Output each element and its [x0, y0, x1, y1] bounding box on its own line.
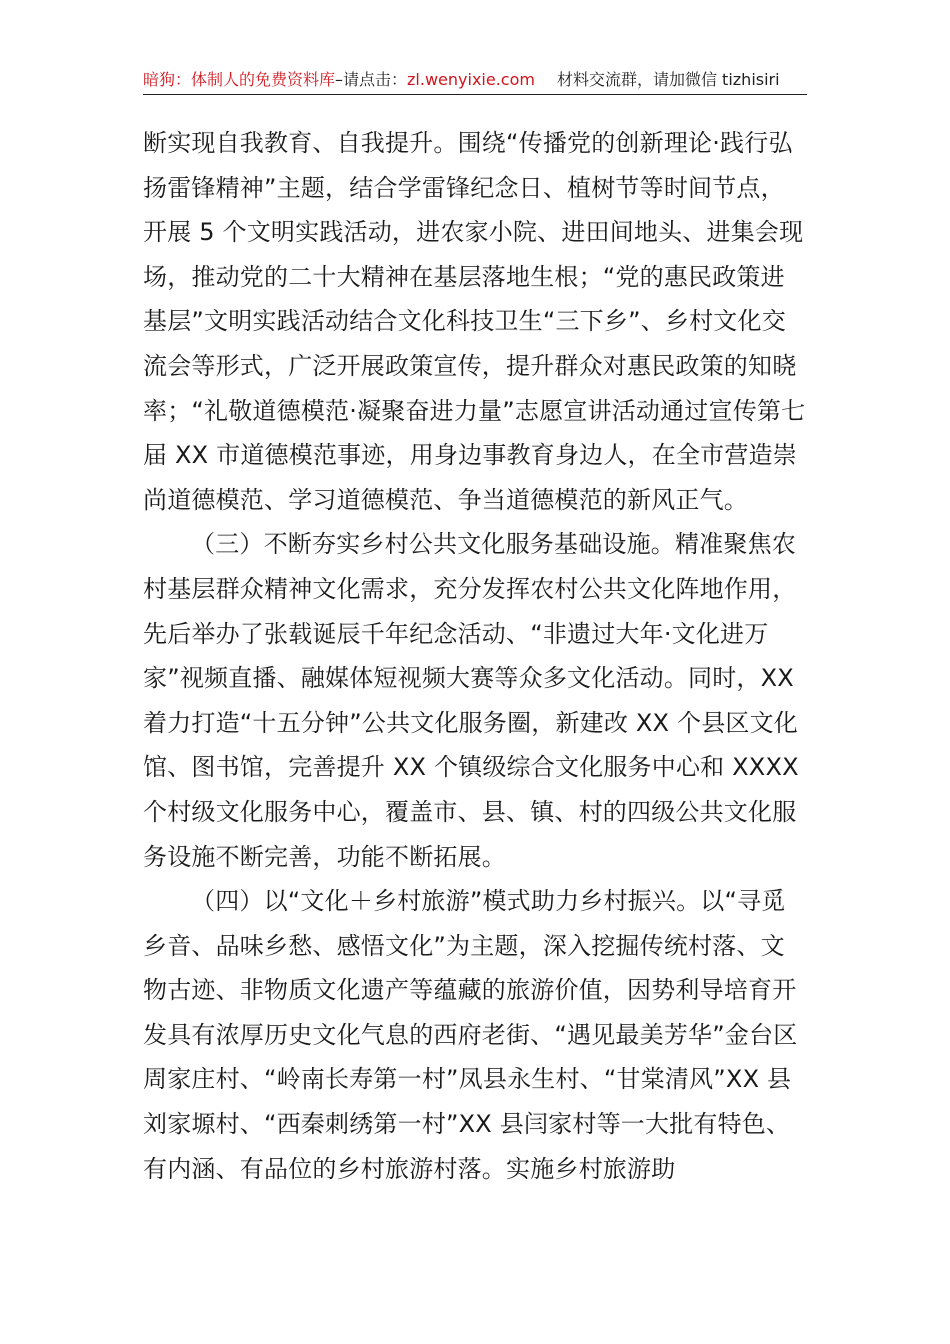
header-brand: 暗狗：体制人的免费资料库: [143, 70, 336, 89]
page-header: [143, 68, 807, 95]
header-group-note: 材料交流群，请加微信 tizhisiri: [556, 70, 780, 89]
header-url-link[interactable]: zl.wenyixie.com: [407, 70, 535, 89]
paragraph-1: 断实现自我教育、自我提升。围绕“传播党的创新理论·践行弘扬雷锋精神”主题，结合学雷锋纪念日、植树节等时间节点，开展 5 个文明实践活动，进农家小院、进田间地头、进集会现场，推动党的二十大精神在基层落地生根；“党的惠民政策进基层”文明实践活动结合文化科技卫生“三下乡”、乡村文化交流会等形式，广泛开展政策宣传，提升群众对惠民政策的知晓率；“礼敬道德模范·凝聚奋进力量”志愿宣讲活动通过宣传第七届 XX 市道德模范事迹，用身边事教育身边人，在全市营造崇尚道德模范、学习道德模范、争当道德模范的新风正气。: [143, 129, 806, 514]
paragraph-3: （四）以“文化＋乡村旅游”模式助力乡村振兴。以“寻觅乡音、品味乡愁、感悟文化”为主题，深入挖掘传统村落、文物古迹、非物质文化遗产等蕴藏的旅游价值，因势利导培育开发具有浓厚历史文化气息的西府老街、“遇见最美芳华”金台区周家庄村、“岭南长寿第一村”凤县永生村、“甘棠清风”XX 县刘家塬村、“西秦刺绣第一村”XX 县闫家村等一大批有特色、有内涵、有品位的乡村旅游村落。实施乡村旅游助: [143, 887, 798, 1183]
paragraph-2: （三）不断夯实乡村公共文化服务基础设施。精准聚焦农村基层群众精神文化需求，充分发挥农村公共文化阵地作用，先后举办了张载诞辰千年纪念活动、“非遗过大年·文化进万家”视频直播、融媒体短视频大赛等众多文化活动。同时，XX 着力打造“十五分钟”公共文化服务圈，新建改 XX 个县区文化馆、图书馆，完善提升 XX 个镇级综合文化服务中心和 XXXX 个村级文化服务中心，覆盖市、县、镇、村的四级公共文化服务设施不断完善，功能不断拓展。: [143, 530, 799, 871]
header-click-prompt: –请点击：: [335, 70, 408, 89]
document-body: [143, 121, 807, 1191]
